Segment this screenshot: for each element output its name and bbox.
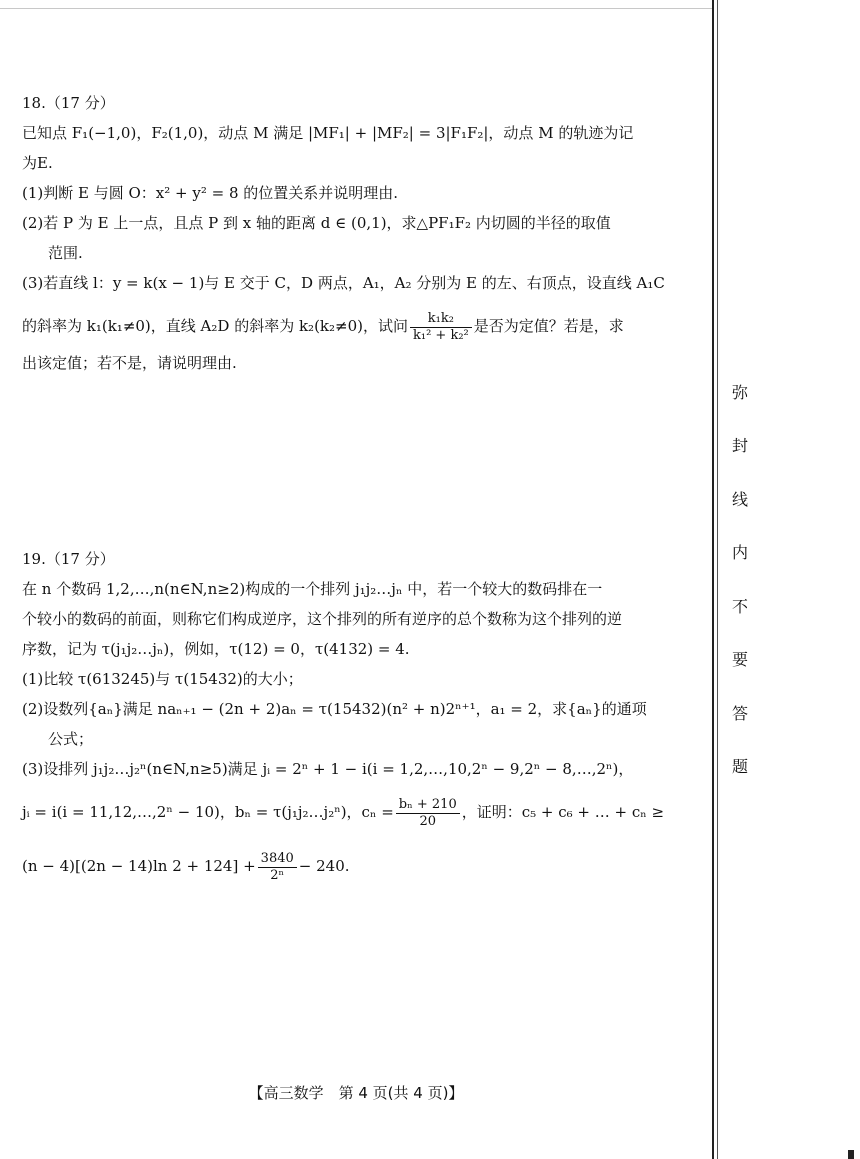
question-19-part-2-cont: 公式； (48, 730, 94, 748)
fraction-numerator: bₙ + 210 (396, 797, 460, 814)
question-18-part-3-text: 的斜率为 k₁(k₁≠0)，直线 A₂D 的斜率为 k₂(k₂≠0)，试问 (22, 317, 408, 335)
question-19-part-3: (3)设排列 j₁j₂…j₂ⁿ(n∈N,n≥5)满足 jᵢ = 2ⁿ + 1 − i(i = 1,2,…,10,2ⁿ − 9,2ⁿ − 8,…,2ⁿ)， (22, 760, 634, 778)
question-18-part-3: (3)若直线 l：y = k(x − 1)与 E 交于 C，D 两点，A₁，A₂ 分别为 E 的左、右顶点，设直线 A₁C (22, 274, 665, 292)
question-18-fraction (410, 311, 472, 343)
question-18-part-2: (2)若 P 为 E 上一点，且点 P 到 x 轴的距离 d ∈ (0,1)，求△PF₁F₂ 内切圆的半径的取值 (22, 214, 611, 232)
question-18-part-1: (1)判断 E 与圆 O：x² + y² = 8 的位置关系并说明理由. (22, 184, 399, 202)
binding-char: 封 (731, 436, 748, 456)
question-19-part-3-text-4: − 240. (298, 857, 350, 875)
binding-line-outer (712, 0, 714, 1159)
edge-mark (848, 1150, 854, 1159)
binding-char: 弥 (731, 383, 748, 402)
question-19-part-3-text-3: (n − 4)[(2n − 14)ln 2 + 124] + (22, 857, 256, 875)
question-19-part-3-text-2: ，证明：c₅ + c₆ + … + cₙ ≥ (461, 803, 665, 821)
binding-line-inner (717, 0, 718, 1159)
page-footer: 【高三数学 第 4 页(共 4 页)】 (248, 1084, 464, 1102)
question-18 (22, 88, 700, 378)
binding-char: 不 (731, 596, 748, 616)
binding-char: 内 (731, 543, 748, 563)
question-18-part-3-line-2 (22, 304, 700, 348)
binding-char: 要 (731, 650, 748, 670)
fraction-denominator: 2ⁿ (270, 867, 285, 883)
question-19-stem-cont: 个较小的数码的前面，则称它们构成逆序，这个排列的所有逆序的总个数称为这个排列的逆 (22, 610, 623, 628)
fraction-numerator: k₁k₂ (410, 311, 472, 328)
fraction-denominator: k₁² + k₂² (413, 327, 469, 343)
question-18-stem-cont: 为E. (22, 154, 53, 172)
question-19-fraction-2 (258, 851, 297, 883)
top-rule (0, 8, 712, 9)
question-19 (22, 544, 700, 888)
question-19-part-3-text: jᵢ = i(i = 11,12,…,2ⁿ − 10)，bₙ = τ(j₁j₂…j₂ⁿ)，cₙ = (22, 803, 394, 821)
question-19-stem: 在 n 个数码 1,2,…,n(n∈N,n≥2)构成的一个排列 j₁j₂…jₙ 中，若一个较大的数码排在一 (22, 580, 603, 598)
question-19-part-3-line-3 (22, 844, 700, 888)
question-19-part-1: (1)比较 τ(613245)与 τ(15432)的大小； (22, 670, 303, 688)
question-19-part-2: (2)设数列{aₙ}满足 naₙ₊₁ − (2n + 2)aₙ = τ(15432)(n² + n)2ⁿ⁺¹，a₁ = 2，求{aₙ}的通项 (22, 700, 647, 718)
question-18-header: 18.（17 分） (22, 94, 115, 112)
binding-notice (728, 385, 752, 775)
question-19-fraction-1 (396, 797, 460, 829)
binding-char: 答 (731, 703, 748, 723)
question-18-part-3-text-2: 是否为定值？若是，求 (473, 317, 624, 335)
binding-char: 线 (731, 489, 748, 509)
fraction-denominator: 20 (419, 813, 437, 829)
question-19-header: 19.（17 分） (22, 550, 115, 568)
question-18-part-2-cont: 范围. (48, 244, 83, 262)
question-19-stem-cont-2: 序数，记为 τ(j₁j₂…jₙ)，例如，τ(12) = 0，τ(4132) = 4. (22, 640, 410, 658)
binding-char: 题 (731, 756, 748, 776)
question-19-part-3-line-2 (22, 790, 700, 834)
fraction-numerator: 3840 (258, 851, 297, 868)
question-18-stem: 已知点 F₁(−1,0)，F₂(1,0)，动点 M 满足 |MF₁| + |MF₂| = 3|F₁F₂|，动点 M 的轨迹为记 (22, 124, 634, 142)
question-18-part-3-line-3: 出该定值；若不是，请说明理由. (22, 354, 237, 372)
